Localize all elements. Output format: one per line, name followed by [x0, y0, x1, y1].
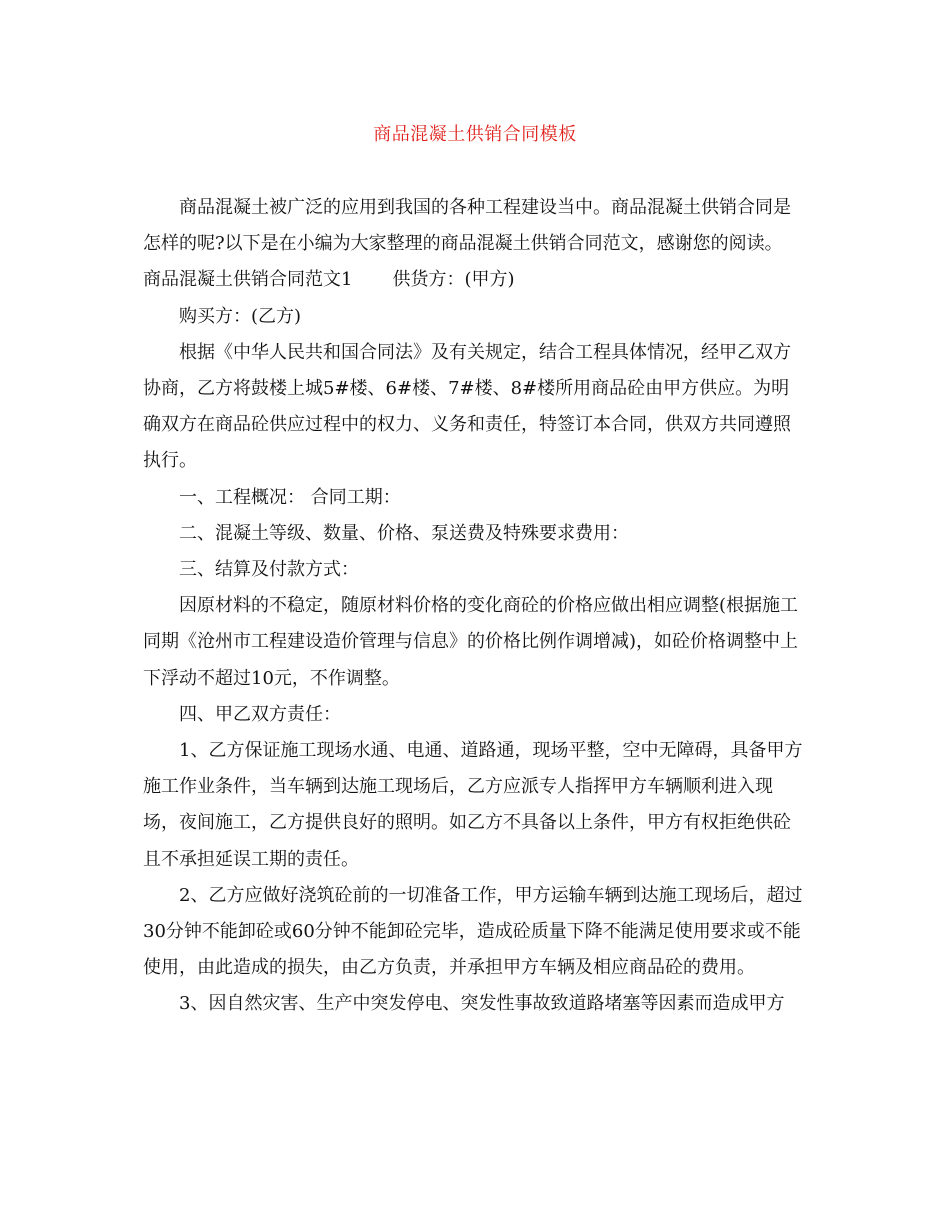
paragraph-intro: 商品混凝土被广泛的应用到我国的各种工程建设当中。商品混凝土供销合同是怎样的呢?以下是在小编为大家整理的商品混凝土供销合同范文，感谢您的阅读。	[143, 197, 791, 255]
paragraph-section-3: 三、结算及付款方式：	[179, 559, 359, 581]
sample-title: 商品混凝土供销合同范文1	[143, 269, 353, 291]
paragraph-price-adjustment: 因原材料的不稳定，随原材料价格的变化商砼的价格应做出相应调整(根据施工同期《沧州市工程建设造价管理与信息》的价格比例作调增减)，如砼价格调整中上下浮动不超过10元，不作调整。	[143, 595, 799, 689]
paragraph-buyer: 购买方：(乙方)	[179, 305, 302, 327]
document-body	[143, 190, 807, 1023]
paragraph-section-1: 一、工程概况： 合同工期：	[179, 486, 401, 508]
paragraph-sample-heading	[143, 262, 807, 298]
supplier-label: 供货方：(甲方)	[392, 269, 515, 291]
paragraph-clause-1: 1、乙方保证施工现场水通、电通、道路通，现场平整，空中无障碍，具备甲方施工作业条件，当车辆到达施工现场后，乙方应派专人指挥甲方车辆顺利进入现场，夜间施工，乙方提供良好的照明。如乙方不具备以上条件，甲方有权拒绝供砼且不承担延误工期的责任。	[143, 740, 803, 870]
document-title: 商品混凝土供销合同模板	[373, 124, 577, 145]
paragraph-basis: 根据《中华人民共和国合同法》及有关规定，结合工程具体情况，经甲乙双方协商，乙方将鼓楼上城5#楼、6#楼、7#楼、8#楼所用商品砼由甲方供应。为明确双方在商品砼供应过程中的权力、义务和责任，特签订本合同，供双方共同遵照执行。	[143, 341, 791, 472]
paragraph-clause-2: 2、乙方应做好浇筑砼前的一切准备工作，甲方运输车辆到达施工现场后，超过30分钟不能卸砼或60分钟不能卸砼完毕，造成砼质量下降不能满足使用要求或不能使用，由此造成的损失，由乙方负责，并承担甲方车辆及相应商品砼的费用。	[143, 884, 803, 979]
paragraph-section-2: 二、混凝土等级、数量、价格、泵送费及特殊要求费用：	[179, 522, 629, 544]
paragraph-clause-3: 3、因自然灾害、生产中突发停电、突发性事故致道路堵塞等因素而造成甲方	[179, 993, 785, 1015]
paragraph-section-4: 四、甲乙双方责任：	[179, 703, 341, 725]
